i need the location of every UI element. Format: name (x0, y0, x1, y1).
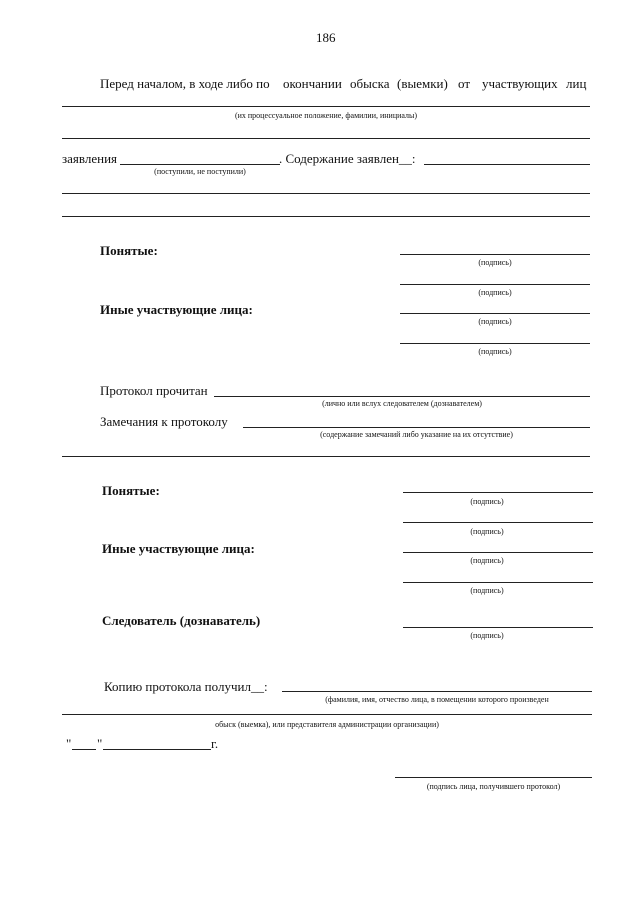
signature-caption: (подпись) (470, 556, 504, 565)
witness-signature-line[interactable] (403, 492, 593, 493)
witness-signature-line[interactable] (400, 284, 590, 285)
copy-line-2[interactable] (62, 714, 592, 715)
investigator-signature-line[interactable] (403, 627, 593, 628)
signature-caption: (подпись) (470, 586, 504, 595)
protocol-read-label: Протокол прочитан (100, 383, 208, 398)
intro-word: лиц (566, 76, 587, 91)
witness-signature-line[interactable] (400, 254, 590, 255)
witnesses-label: Понятые: (102, 483, 160, 498)
date-month-year-field[interactable] (103, 749, 211, 750)
statements-label: заявления (62, 151, 118, 166)
date-quote-open: " (66, 736, 72, 751)
intro-word: окончании (283, 76, 342, 91)
signature-caption: (подпись) (478, 288, 512, 297)
participants-caption: (их процессуальное положение, фамилии, инициалы) (234, 111, 418, 120)
other-signature-line[interactable] (400, 343, 590, 344)
intro-word: (выемки) (397, 76, 448, 91)
copy-caption-1: (фамилия, имя, отчество лица, в помещении которого произведен (325, 695, 549, 704)
remarks-caption: (содержание замечаний либо указание на их отсутствие) (320, 430, 513, 439)
witnesses-label: Понятые: (100, 243, 158, 258)
signature-caption: (подпись) (470, 631, 504, 640)
remarks-label: Замечания к протоколу (100, 414, 228, 429)
statements-line-3[interactable] (62, 216, 590, 217)
other-signature-line[interactable] (403, 552, 593, 553)
receiver-signature-line[interactable] (395, 777, 592, 778)
witness-signature-line[interactable] (403, 522, 593, 523)
investigator-label: Следователь (дознаватель) (102, 613, 261, 628)
intro-word: участвующих (482, 76, 558, 91)
other-signature-line[interactable] (403, 582, 593, 583)
signature-caption: (подпись) (478, 258, 512, 267)
date-day-field[interactable] (72, 749, 96, 750)
intro-word: обыска (350, 76, 390, 91)
remarks-field[interactable] (243, 427, 590, 428)
statements-content-label: . Содержание заявлен__: (279, 151, 416, 166)
participants-line[interactable] (62, 106, 590, 107)
intro-word: от (458, 76, 471, 91)
date-quote-close: " (97, 736, 103, 751)
participants-line-2[interactable] (62, 138, 590, 139)
copy-caption-2: обыск (выемка), или представителя администрации организации) (215, 720, 439, 729)
protocol-read-field[interactable] (214, 396, 590, 397)
date-year-suffix: г. (211, 736, 219, 751)
protocol-read-caption: (лично или вслух следователем (дознавателем) (322, 399, 482, 408)
others-label: Иные участвующие лица: (100, 302, 253, 317)
receiver-caption: (подпись лица, получившего протокол) (426, 782, 561, 791)
copy-label: Копию протокола получил__: (104, 679, 268, 694)
copy-field[interactable] (282, 691, 592, 692)
signature-caption: (подпись) (470, 527, 504, 536)
signature-caption: (подпись) (478, 317, 512, 326)
signature-caption: (подпись) (478, 347, 512, 356)
statements-line-2[interactable] (62, 193, 590, 194)
statements-field[interactable] (120, 164, 280, 165)
remarks-line-2[interactable] (62, 456, 590, 457)
intro-text: Перед началом, в ходе либо по (100, 76, 270, 91)
other-signature-line[interactable] (400, 313, 590, 314)
others-label: Иные участвующие лица: (102, 541, 255, 556)
page-number: 186 (316, 30, 336, 45)
statements-caption: (поступили, не поступили) (154, 167, 246, 176)
statements-content-field[interactable] (424, 164, 590, 165)
signature-caption: (подпись) (470, 497, 504, 506)
